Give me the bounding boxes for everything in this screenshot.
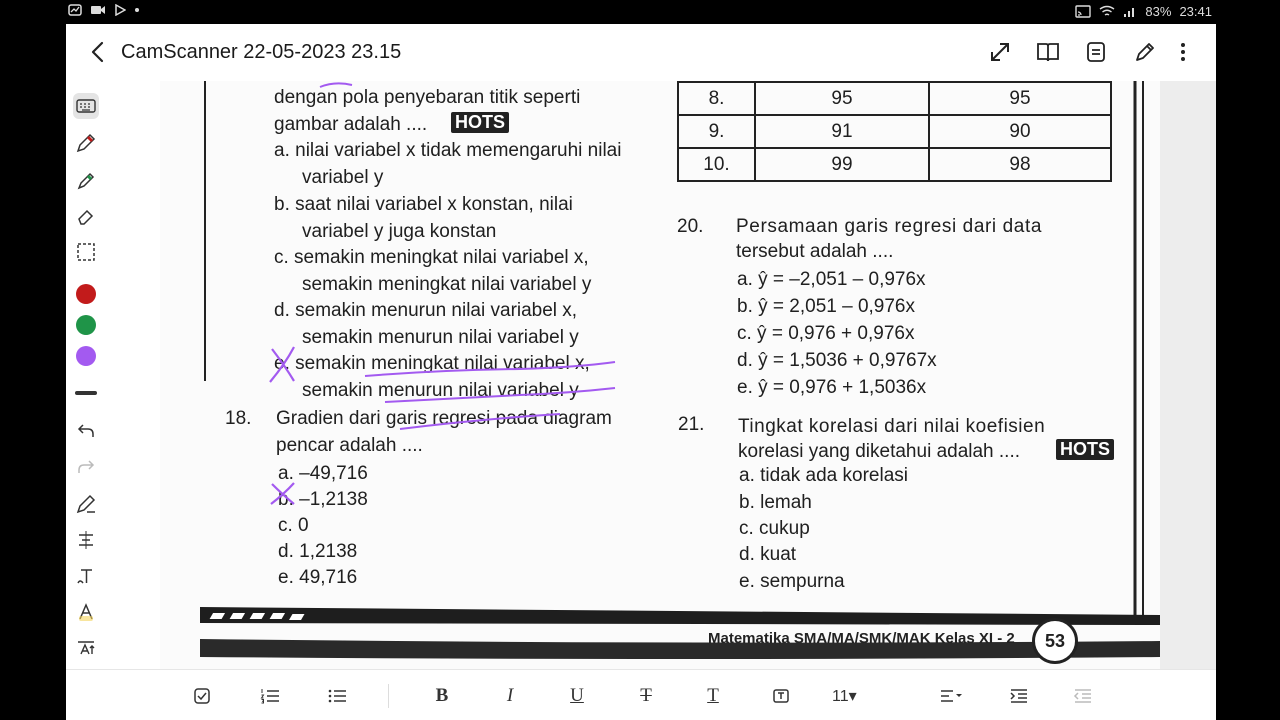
q17-option-b-line1: b. saat nilai variabel x konstan, nilai [274,194,573,215]
q18-option-e: e. 49,716 [278,567,358,588]
q18-number: 18. [225,408,252,429]
q21-line1: Tingkat korelasi dari nilai koefisien [738,416,1046,437]
book-footer-text: Matematika SMA/MA/SMK/MAK Kelas XI - 2 [708,630,1015,647]
q21-option-a: a. tidak ada korelasi [739,465,908,486]
table-row [678,148,1111,181]
table-cell: 8. [678,82,755,115]
q18-option-c: c. 0 [278,515,309,536]
redo-icon[interactable] [73,454,99,480]
underline-button[interactable]: U [570,685,584,706]
eraser-icon[interactable] [73,203,99,229]
battery-level: 83% [1145,4,1172,19]
color-swatch-red[interactable] [76,284,96,304]
text-background-icon[interactable] [771,684,791,708]
q17-option-a-line1: a. nilai variabel x tidak memengaruhi nilai [274,140,622,161]
stroke-width-icon[interactable] [73,380,99,406]
handwriting-annotations [160,81,760,541]
q21-option-b: b. lemah [739,492,812,513]
dot-icon [134,7,140,13]
q21-number: 21. [678,414,705,435]
hots-badge: HOTS [1056,439,1114,460]
signal-icon [1123,5,1137,18]
table-row [678,115,1111,148]
status-left [68,4,140,16]
q20-option-d: d. ŷ = 1,5036 + 0,9767x [737,350,937,371]
document-title: CamScanner 22-05-2023 23.15 [121,41,402,63]
q20-option-e: e. ŷ = 0,976 + 1,5036x [737,377,927,398]
text-color-button[interactable]: T [707,685,719,706]
more-icon[interactable] [1170,39,1196,65]
table-cell: 95 [929,82,1111,115]
font-size-select[interactable]: 11▾ [832,688,857,705]
numbered-list-icon[interactable] [260,684,280,708]
app-bar [66,24,1216,81]
table-cell: 90 [929,115,1111,148]
status-bar [0,0,1280,24]
table-cell: 91 [755,115,929,148]
q21-option-d: d. kuat [739,544,797,565]
q21-line2: korelasi yang diketahui adalah .... [738,441,1021,462]
align-icon[interactable] [73,527,99,553]
table-row [678,82,1111,115]
table-cell: 10. [678,148,755,181]
table-cell: 95 [755,82,929,115]
lasso-select-icon[interactable] [73,239,99,265]
text-style-icon[interactable] [73,563,99,589]
clock: 23:41 [1179,4,1212,19]
undo-icon[interactable] [73,418,99,444]
ink-to-text-icon[interactable] [73,599,99,625]
color-swatch-purple[interactable] [76,346,96,366]
q20-line1: Persamaan garis regresi dari data [736,216,1042,237]
video-icon [90,4,106,16]
q17-option-b-line2: variabel y juga konstan [302,221,497,242]
q18-option-d: d. 1,2138 [278,541,358,562]
q20-option-a: a. ŷ = –2,051 – 0,976x [737,269,926,290]
q18-option-a: a. –49,716 [278,463,368,484]
color-swatch-green[interactable] [76,315,96,335]
q17-option-d-line1: d. semakin menurun nilai variabel x, [274,300,578,321]
book-icon[interactable] [1035,39,1061,65]
hots-badge: HOTS [451,112,509,133]
back-arrow-icon[interactable] [84,38,112,66]
table-cell: 99 [755,148,929,181]
play-icon [114,4,126,16]
table-cell: 9. [678,115,755,148]
bold-button[interactable]: B [435,685,449,706]
q17-option-c-line2: semakin meningkat nilai variabel y [302,274,592,295]
q20-line2: tersebut adalah .... [736,241,894,262]
cast-icon [1075,5,1091,18]
q17-intro-line2: gambar adalah .... [274,114,428,135]
q21-option-c: c. cukup [739,518,810,539]
toolbar-divider [388,684,389,708]
scanned-page [160,81,1216,669]
status-right [1075,4,1212,19]
q20-number: 20. [677,216,704,237]
q17-option-d-line2: semakin menurun nilai variabel y [302,327,579,348]
q20-option-c: c. ŷ = 0,976 + 0,976x [737,323,915,344]
expand-icon[interactable] [987,39,1013,65]
indent-decrease-icon[interactable] [1073,684,1093,708]
bullet-list-icon[interactable] [327,684,347,708]
q18-line2: pencar adalah .... [276,435,423,456]
q21-option-e: e. sempurna [739,571,845,592]
note-icon[interactable] [1083,39,1109,65]
q17-option-e-line1: e. semakin meningkat nilai variabel x, [274,353,590,374]
footer-decoration [200,601,1160,661]
wifi-icon [1099,5,1115,18]
page-number: 53 [1032,618,1078,664]
q17-intro-line1: dengan pola penyebaran titik seperti [274,87,581,108]
highlighter-icon[interactable] [73,167,99,193]
checkbox-list-icon[interactable] [192,684,212,708]
q17-option-c-line1: c. semakin meningkat nilai variabel x, [274,247,589,268]
text-spacing-icon[interactable] [73,636,99,662]
camscanner-app [66,24,1216,720]
italic-button[interactable]: I [506,685,514,706]
q18-option-b: b. –1,2138 [278,489,368,510]
pen-icon[interactable] [1132,39,1158,65]
tool-rail [66,81,160,669]
data-table [677,81,1112,182]
q18-line1: Gradien dari garis regresi pada diagram [276,408,612,429]
q17-option-e-line2: semakin menurun nilai variabel y [302,380,579,401]
indent-increase-icon[interactable] [1009,684,1029,708]
strikethrough-button[interactable]: T [640,685,652,706]
q17-option-a-line2: variabel y [302,167,384,188]
align-dropdown-icon[interactable] [939,684,963,708]
notification-icon [68,4,82,16]
format-toolbar [66,669,1216,720]
pen-settings-icon[interactable] [73,491,99,517]
pen-red-icon[interactable] [73,130,99,156]
table-cell: 98 [929,148,1111,181]
keyboard-icon[interactable] [73,93,99,119]
q20-option-b: b. ŷ = 2,051 – 0,976x [737,296,915,317]
